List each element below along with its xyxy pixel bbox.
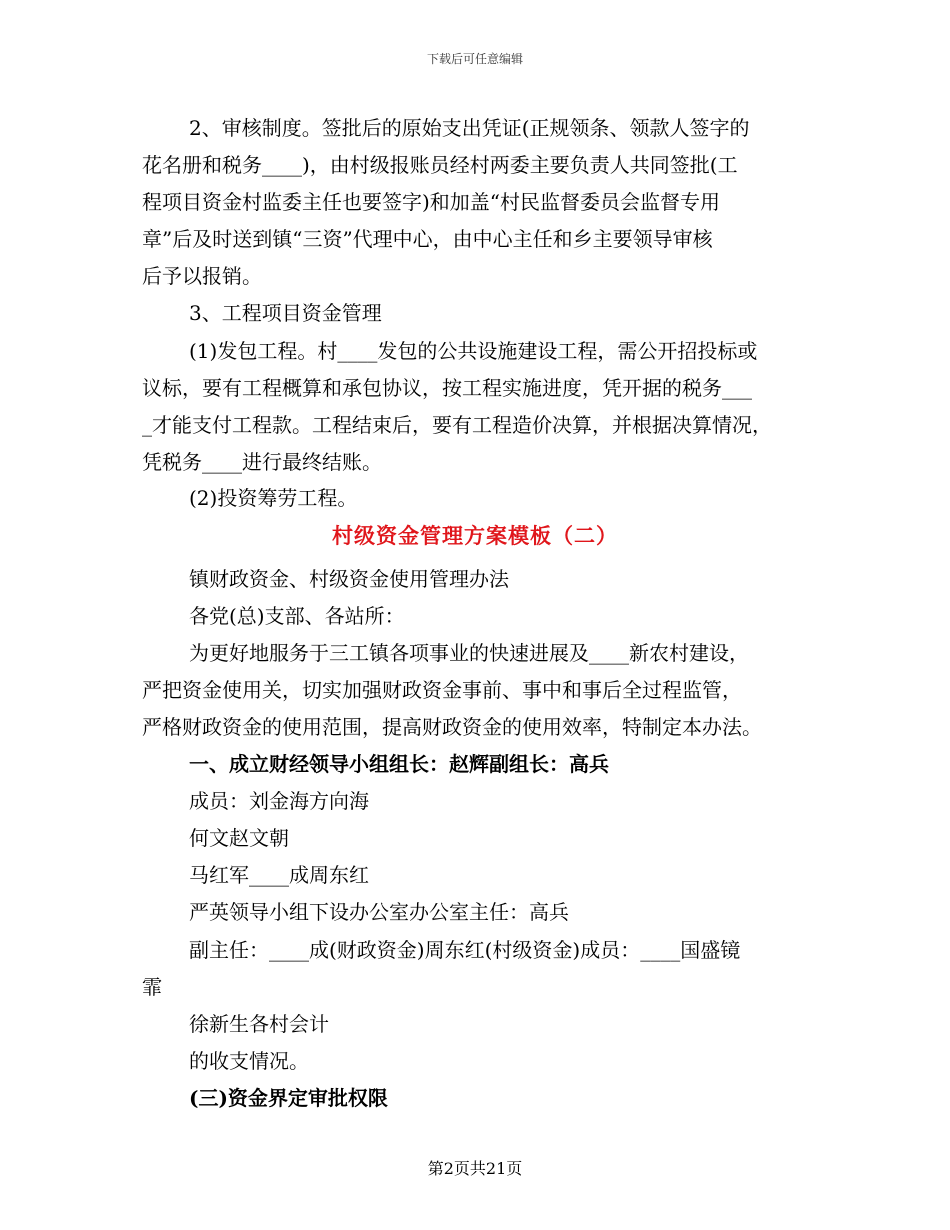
paragraph-line: (1)发包工程。村____发包的公共设施建设工程，需公开招投标或 [189,339,758,363]
paragraph-line: 花名册和税务____)，由村级报账员经村两委主要负责人共同签批(工 [142,153,738,177]
paragraph-line: 议标，要有工程概算和承包协议，按工程实施进度，凭开据的税务___ [142,376,752,400]
paragraph-line: 严把资金使用关，切实加强财政资金事前、事中和事后全过程监管， [142,678,742,702]
paragraph-line: 副主任：____成(财政资金)周东红(村级资金)成员：____国盛镜 [189,938,741,962]
page-header: 下载后可任意编辑 [426,52,523,66]
paragraph-line: 2、审核制度。签批后的原始支出凭证(正规领条、领款人签字的 [189,116,750,140]
page-footer: 第2页共21页 [427,1159,523,1178]
paragraph-line: 严英领导小组下设办公室办公室主任：高兵 [189,900,569,924]
paragraph-line: (2)投资筹劳工程。 [189,486,358,510]
paragraph-line: 章”后及时送到镇“三资”代理中心，由中心主任和乡主要领导审核 [142,227,713,251]
document-title: 村级资金管理方案模板（二） [332,523,618,548]
paragraph-line: 各党(总)支部、各站所： [189,604,405,628]
paragraph-line: 徐新生各村会计 [189,1012,329,1036]
paragraph-line: 严格财政资金的使用范围，提高财政资金的使用效率，特制定本办法。 [142,715,762,739]
paragraph-line: 程项目资金村监委主任也要签字)和加盖“村民监督委员会监督专用 [142,190,721,214]
paragraph-line: 为更好地服务于三工镇各项事业的快速进展及____新农村建设， [189,641,749,665]
paragraph-line: 凭税务____进行最终结账。 [142,450,382,474]
section-heading: 3、工程项目资金管理 [189,301,382,325]
paragraph-line: 马红军____成周东红 [189,863,369,887]
paragraph-line: 后予以报销。 [142,264,262,288]
paragraph-line: 何文赵文朝 [189,826,289,850]
section-heading: (三)资金界定审批权限 [189,1086,388,1110]
paragraph-line: _才能支付工程款。工程结束后，要有工程造价决算，并根据决算情况， [142,413,772,437]
paragraph-line: 的收支情况。 [189,1049,309,1073]
paragraph-line: 成员：刘金海方向海 [189,789,369,813]
paragraph-line: 镇财政资金、村级资金使用管理办法 [189,567,509,591]
section-heading: 一、成立财经领导小组组长：赵辉副组长：高兵 [189,752,609,776]
paragraph-line: 霏 [142,975,162,999]
